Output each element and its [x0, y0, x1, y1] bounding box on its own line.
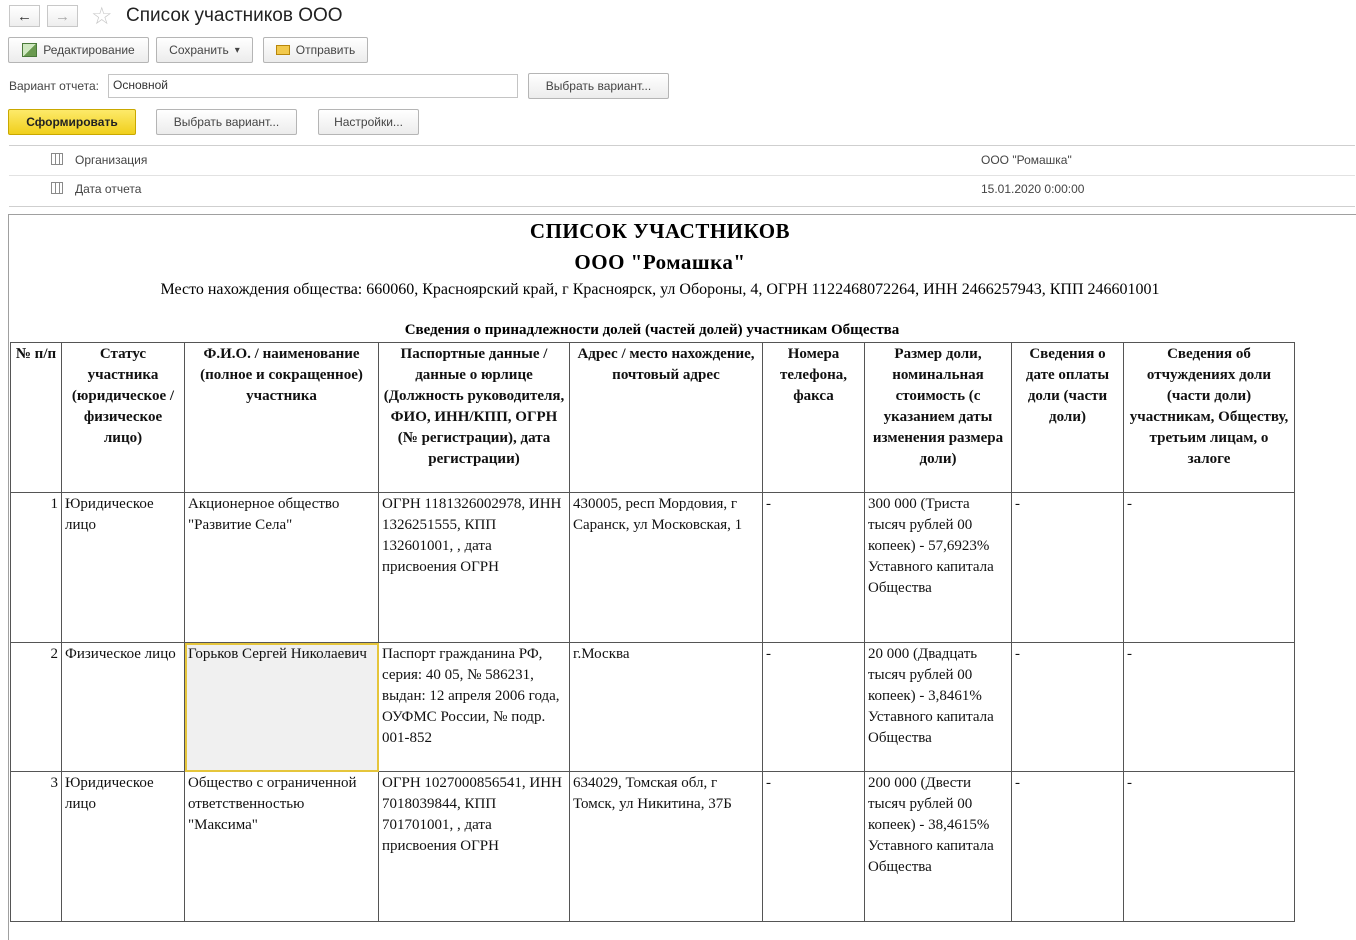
cell-alienation[interactable]: -	[1124, 493, 1295, 643]
cell-payment[interactable]: -	[1012, 643, 1124, 772]
cell-docs[interactable]: ОГРН 1027000856541, ИНН 7018039844, КПП 701701001, , дата присвоения ОГРН	[379, 772, 570, 922]
select-variant-label: Выбрать вариант...	[545, 79, 652, 93]
cell-payment[interactable]: -	[1012, 493, 1124, 643]
edit-label: Редактирование	[43, 43, 135, 57]
cell-phone[interactable]: -	[763, 772, 865, 922]
variant-label: Вариант отчета:	[9, 79, 99, 93]
settings-label: Настройки...	[334, 115, 403, 129]
table-header-row	[11, 343, 1295, 493]
cell-share[interactable]: 200 000 (Двести тысяч рублей 00 копеек) - 38,4615% Уставного капитала Общества	[865, 772, 1012, 922]
cell-status[interactable]: Юридическое лицо	[62, 772, 185, 922]
send-button[interactable]	[263, 37, 368, 63]
header-cell: Паспортные данные / данные о юрлице (Должность руководителя, ФИО, ИНН/КПП, ОГРН (№ регистрации), дата регистрации)	[379, 343, 570, 493]
cell-num[interactable]: 3	[11, 772, 62, 922]
cell-name-selected[interactable]: Горьков Сергей Николаевич	[185, 643, 379, 772]
param-label: Дата отчета	[75, 182, 142, 196]
param-value: ООО "Ромашка"	[981, 153, 1072, 167]
save-label: Сохранить	[169, 43, 229, 57]
generate-button[interactable]	[8, 109, 136, 135]
cell-address[interactable]: г.Москва	[570, 643, 763, 772]
select-variant-button[interactable]	[156, 109, 297, 135]
table-icon	[51, 153, 63, 165]
cell-payment[interactable]: -	[1012, 772, 1124, 922]
cell-alienation[interactable]: -	[1124, 643, 1295, 772]
favorite-star-icon[interactable]: ☆	[91, 3, 113, 30]
header-cell: Статус участника (юридическое /физическое лицо)	[62, 343, 185, 493]
send-label: Отправить	[295, 43, 356, 57]
envelope-icon	[276, 45, 290, 55]
generate-label: Сформировать	[26, 115, 118, 129]
cell-name[interactable]: Общество с ограниченной ответственностью "Максима"	[185, 772, 379, 922]
param-row-date[interactable]	[9, 175, 1355, 204]
cell-docs[interactable]: Паспорт гражданина РФ, серия: 40 05, № 586231, выдан: 12 апреля 2006 года, ОУФМС России, № подр. 001-852	[379, 643, 570, 772]
cell-name[interactable]: Акционерное общество "Развитие Села"	[185, 493, 379, 643]
window-title: Список участников ООО	[126, 5, 343, 26]
report-title: СПИСОК УЧАСТНИКОВ	[529, 219, 791, 243]
save-button[interactable]	[156, 37, 253, 63]
table-row	[11, 643, 1295, 772]
header-cell: № п/п	[11, 343, 62, 493]
cell-num[interactable]: 2	[11, 643, 62, 772]
select-variant-top-button[interactable]	[528, 73, 669, 99]
edit-button[interactable]	[8, 37, 149, 63]
arrow-left-icon: ←	[17, 7, 32, 25]
table-row	[11, 493, 1295, 643]
cell-phone[interactable]: -	[763, 643, 865, 772]
edit-icon	[22, 43, 37, 57]
arrow-right-icon: →	[55, 7, 70, 25]
back-button[interactable]	[9, 5, 40, 27]
cell-phone[interactable]: -	[763, 493, 865, 643]
select-variant-label: Выбрать вариант...	[173, 115, 280, 129]
header-cell: Сведения об отчуждениях доли (части доли) участникам, Обществу, третьим лицам, о залоге	[1124, 343, 1295, 493]
param-row-organization[interactable]	[9, 146, 1355, 176]
chevron-down-icon: ▾	[234, 44, 240, 56]
cell-docs[interactable]: ОГРН 1181326002978, ИНН 1326251555, КПП 132601001, , дата присвоения ОГРН	[379, 493, 570, 643]
param-label: Организация	[75, 153, 148, 167]
report-company: ООО "Ромашка"	[574, 250, 746, 274]
cell-status[interactable]: Физическое лицо	[62, 643, 185, 772]
participants-table	[10, 342, 1295, 922]
table-row	[11, 772, 1295, 922]
settings-button[interactable]	[318, 109, 419, 135]
cell-status[interactable]: Юридическое лицо	[62, 493, 185, 643]
table-icon	[51, 182, 63, 194]
cell-alienation[interactable]: -	[1124, 772, 1295, 922]
cell-address[interactable]: 634029, Томская обл, г Томск, ул Никитина, 37Б	[570, 772, 763, 922]
header-cell: Сведения о дате оплаты доли (части доли)	[1012, 343, 1124, 493]
report-location: Место нахождения общества: 660060, Красноярский край, г Красноярск, ул Обороны, 4, ОГРН 1122468072264, ИНН 2466257943, КПП 246601001	[160, 281, 1160, 298]
variant-input[interactable]: Основной	[108, 74, 518, 98]
header-cell: Размер доли, номинальная стоимость (с указанием даты изменения размера доли)	[865, 343, 1012, 493]
cell-share[interactable]: 300 000 (Триста тысяч рублей 00 копеек) - 57,6923% Уставного капитала Общества	[865, 493, 1012, 643]
forward-button[interactable]	[47, 5, 78, 27]
cell-num[interactable]: 1	[11, 493, 62, 643]
param-value: 15.01.2020 0:00:00	[981, 182, 1085, 196]
header-cell: Адрес / место нахождение, почтовый адрес	[570, 343, 763, 493]
section-title: Сведения о принадлежности долей (частей долей) участникам Общества	[404, 322, 900, 338]
cell-share[interactable]: 20 000 (Двадцать тысяч рублей 00 копеек) - 3,8461% Уставного капитала Общества	[865, 643, 1012, 772]
cell-address[interactable]: 430005, респ Мордовия, г Саранск, ул Московская, 1	[570, 493, 763, 643]
header-cell: Ф.И.О. / наименование (полное и сокращенное) участника	[185, 343, 379, 493]
header-cell: Номера телефона, факса	[763, 343, 865, 493]
